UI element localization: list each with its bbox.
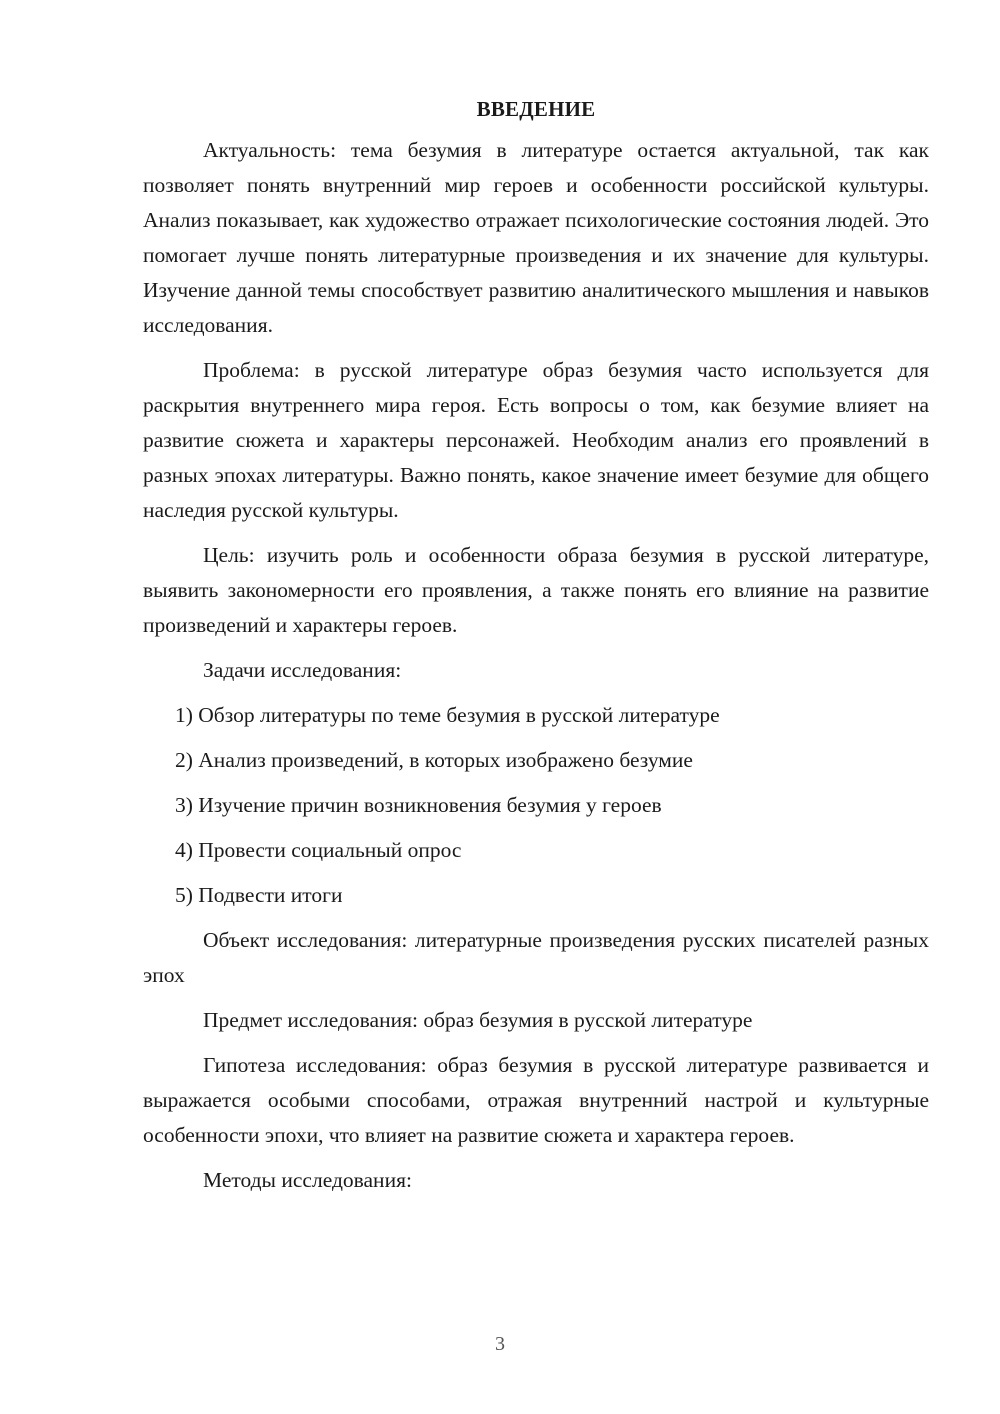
list-item: 1) Обзор литературы по теме безумия в русской литературе [175, 703, 720, 727]
subject-paragraph: Предмет исследования: образ безумия в русской литературе [203, 1008, 753, 1032]
hypothesis-paragraph: Гипотеза исследования: образ безумия в русской литературе развивается и выражается особыми способами, отражая внутренний настрой и культурные особенности эпохи, что влияет на развитие сюжета и характера героев. [143, 1053, 929, 1147]
page-number: 3 [495, 1333, 505, 1355]
document-page [143, 92, 929, 1208]
object-paragraph: Объект исследования: литературные произведения русских писателей разных эпох [143, 928, 929, 987]
relevance-paragraph: Актуальность: тема безумия в литературе остается актуальной, так как позволяет понять внутренний мир героев и особенности российской культуры. Анализ показывает, как художество отражает психологические состояния людей. Это помогает лучше понять литературные произведения и их значение для культуры. Изучение данной темы способствует развитию аналитического мышления и навыков исследования. [143, 138, 929, 337]
list-item: 5) Подвести итоги [175, 883, 343, 907]
list-item: 4) Провести социальный опрос [175, 838, 462, 862]
section-heading: ВВЕДЕНИЕ [476, 97, 596, 121]
list-item: 3) Изучение причин возникновения безумия у героев [175, 793, 662, 817]
list-item: 2) Анализ произведений, в которых изображено безумие [175, 748, 693, 772]
problem-paragraph: Проблема: в русской литературе образ безумия часто используется для раскрытия внутреннего мира героя. Есть вопросы о том, как безумие влияет на развитие сюжета и характеры персонажей. Необходим анализ его проявлений в разных эпохах литературы. Важно понять, какое значение имеет безумие для общего наследия русской культуры. [143, 358, 929, 522]
goal-paragraph: Цель: изучить роль и особенности образа безумия в русской литературе, выявить закономерности его проявления, а также понять его влияние на развитие произведений и характеры героев. [143, 543, 929, 637]
methods-title: Методы исследования: [203, 1168, 412, 1192]
tasks-title: Задачи исследования: [203, 658, 402, 682]
